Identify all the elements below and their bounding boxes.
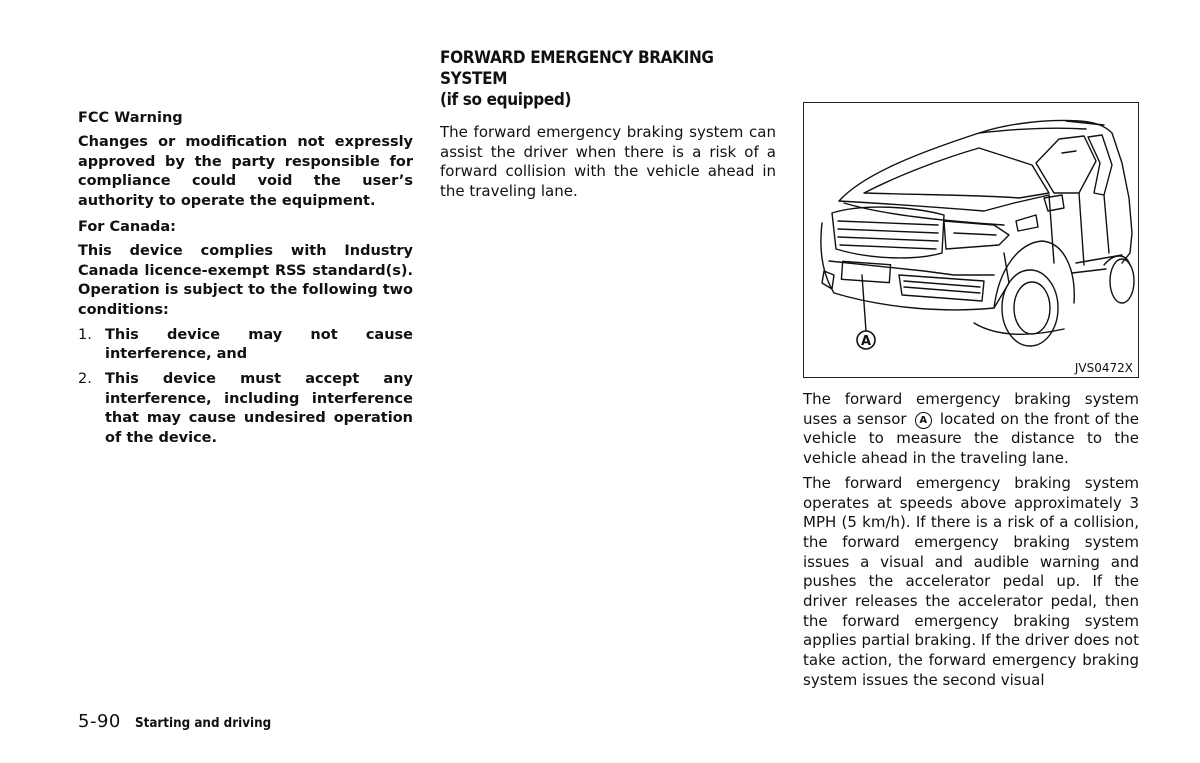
condition-item (78, 326, 413, 365)
condition-text: This device must accept any interference, including interference that may cause undesired operation of the device. (105, 371, 413, 447)
condition-item (78, 370, 413, 449)
condition-number: 1. (78, 326, 92, 343)
canada-text: This device complies with Industry Canada licence-exempt RSS standard(s). Operation is subject to the following two conditions: (78, 242, 413, 318)
page-number: 5-90 (78, 711, 121, 732)
figure-code: JVS0472X (1074, 361, 1133, 375)
sensor-paragraph (803, 390, 1139, 469)
left-column (78, 108, 413, 454)
section-title-subline: (if so equipped) (440, 90, 572, 110)
sensor-text-start: The forward emergency braking system uses a sensor (803, 390, 1139, 428)
section-title (440, 48, 742, 111)
suv-illustration (804, 103, 1138, 377)
right-column (803, 102, 1139, 696)
middle-column (440, 48, 776, 207)
canada-heading: For Canada: (78, 218, 176, 235)
section-title-line: FORWARD EMERGENCY BRAKING SYSTEM (440, 48, 714, 89)
condition-number: 2. (78, 371, 92, 388)
fcc-warning-text: Changes or modification not expressly approved by the party responsible for compliance could void the user’s authority to operate the equipment. (78, 134, 413, 210)
page-footer (78, 711, 283, 732)
sensor-text-end: located on the front of the vehicle to measure the distance to the vehicle ahead in the traveling lane. (803, 409, 1139, 468)
fcc-warning-heading: FCC Warning (78, 110, 183, 126)
figure-callout-label: A (860, 334, 872, 349)
callout-a-icon: A (915, 412, 932, 429)
vehicle-figure (803, 102, 1139, 378)
condition-text: This device may not cause interference, and (105, 326, 413, 363)
intro-paragraph: The forward emergency braking system can assist the driver when there is a risk of a forward collision with the vehicle ahead in the traveling lane. (440, 123, 776, 201)
operation-paragraph: The forward emergency braking system operates at speeds above approximately 3 MPH (5 km/h). If there is a risk of a collision, the forward emergency braking system issues a visual and audible warning and pushes the accelerator pedal up. If the driver releases the accelerator pedal, then the forward emergency braking system applies partial braking. If the driver does not take action, the forward emergency braking system issues the second visual (803, 473, 1139, 689)
chapter-title: Starting and driving (134, 716, 272, 731)
